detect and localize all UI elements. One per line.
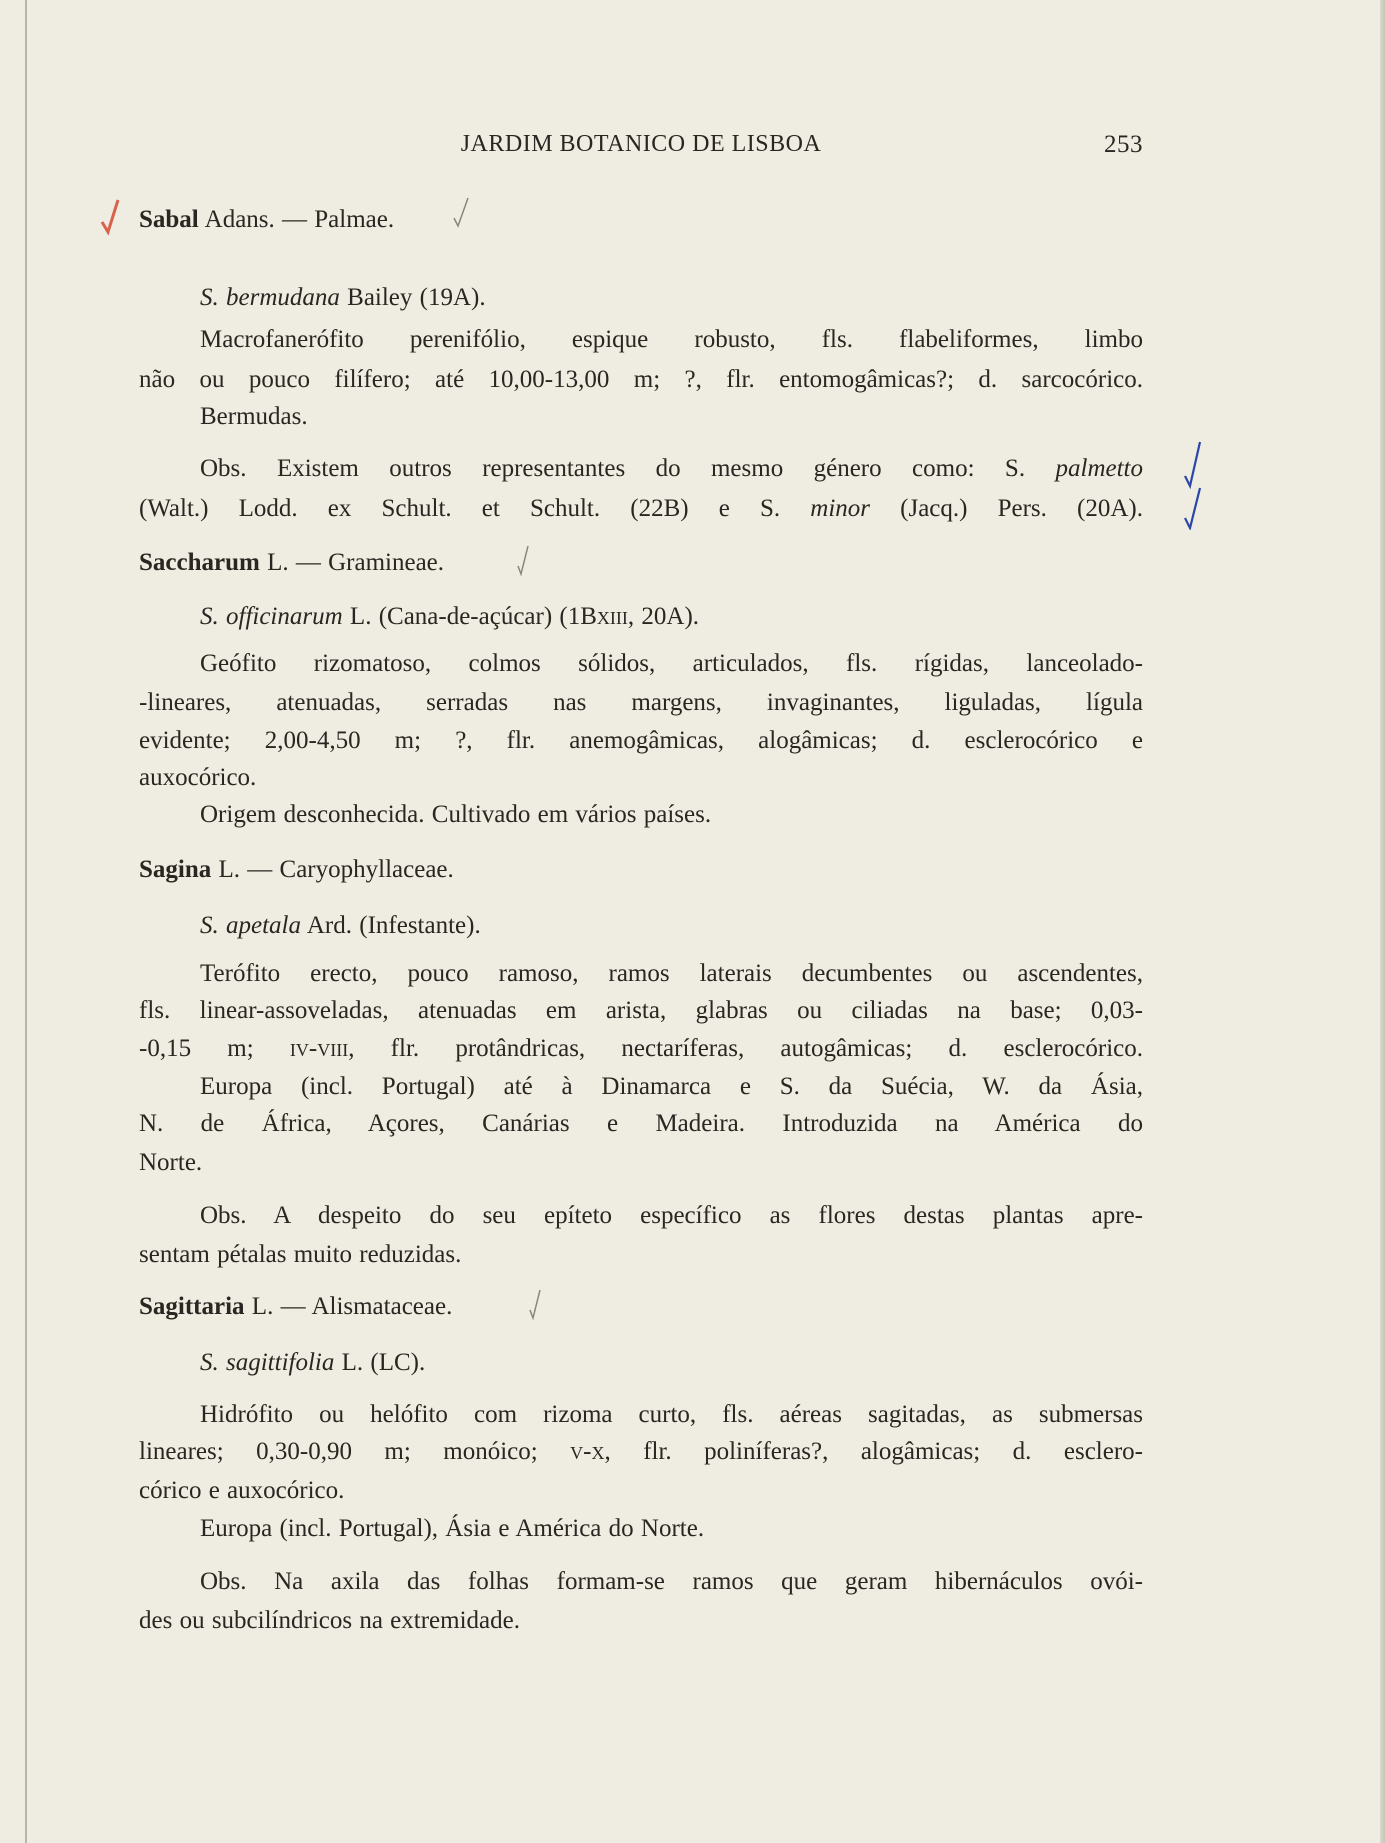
text-segment: Europa (incl. Portugal) até à Dinamarca e S. da Suécia, W. da Ásia,: [200, 1073, 1143, 1100]
text-segment: Bailey (19A).: [339, 284, 486, 311]
text-segment: evidente; 2,00-4,50 m; ?, flr. anemogâmicas, alogâmicas; d. esclerocórico e: [139, 727, 1143, 754]
text-segment: L. — Caryophyllaceae.: [211, 856, 454, 883]
text-segment: -lineares, atenuadas, serradas nas margens, invaginantes, liguladas, lígula: [139, 689, 1143, 716]
text-line: [200, 324, 1143, 356]
page-edge-right: [1380, 0, 1385, 1843]
text-segment: Obs. A despeito do seu epíteto específico as flores destas plantas apre-: [200, 1202, 1143, 1229]
text-line: [139, 762, 1143, 794]
text-segment: Macrofanerófito perenifólio, espique robusto, fls. flabeliformes, limbo: [200, 326, 1143, 353]
text-segment: (Walt.) Lodd. ex Schult. et Schult. (22B) e S.: [139, 495, 811, 522]
text-segment: L. — Alismataceae.: [244, 1293, 453, 1320]
genus-name: Sagina: [139, 856, 212, 883]
text-segment: Europa (incl. Portugal), Ásia e América do Norte.: [200, 1515, 705, 1542]
text-line: [200, 401, 1143, 433]
text-line: [200, 1399, 1143, 1431]
text-line: [139, 364, 1143, 396]
text-segment: córico e auxocórico.: [139, 1477, 345, 1504]
genus-name: Sabal: [139, 206, 199, 233]
text-segment: auxocórico.: [139, 764, 257, 791]
text-line: [200, 648, 1143, 680]
species-name: S. officinarum: [200, 603, 343, 630]
blue-check-mark-icon: [1182, 440, 1206, 490]
species-name: palmetto: [1055, 455, 1143, 482]
text-line: [139, 1436, 1143, 1468]
genus-heading: [139, 1291, 1143, 1323]
text-line: [139, 687, 1143, 719]
text-line: [200, 1513, 1143, 1545]
text-segment: Norte.: [139, 1149, 203, 1176]
text-line: [200, 1200, 1143, 1232]
genus-name: Saccharum: [139, 549, 260, 576]
text-segment: lineares; 0,30-0,90 m; monóico;: [139, 1438, 571, 1465]
genus-name: Sagittaria: [139, 1293, 245, 1320]
text-line: [200, 1071, 1143, 1103]
running-header: [139, 131, 1143, 165]
text-segment: Bermudas.: [200, 403, 308, 430]
genus-heading: [139, 854, 1143, 886]
text-line: [139, 1605, 1143, 1637]
text-line: [139, 493, 1143, 525]
text-segment: , flr. poliníferas?, alogâmicas; d. esclero-: [604, 1438, 1143, 1465]
text-segment: Ard. (Infestante).: [301, 912, 481, 939]
red-check-mark-icon: [98, 196, 128, 236]
text-line: [139, 1033, 1143, 1065]
text-segment: sentam pétalas muito reduzidas.: [139, 1241, 462, 1268]
pencil-check-mark-icon: [452, 196, 472, 230]
pencil-check-mark-icon: [516, 544, 532, 578]
text-line: [200, 282, 1143, 314]
species-name: minor: [810, 495, 870, 522]
text-line: [200, 910, 1143, 942]
text-line: [139, 1475, 1143, 1507]
species-name: S. sagittifolia: [200, 1349, 335, 1376]
text-segment: L. (LC).: [334, 1349, 426, 1376]
text-segment: Hidrófito ou helófito com rizoma curto, fls. aéreas sagitadas, as submersas: [200, 1401, 1143, 1428]
species-name: S. bermudana: [200, 284, 340, 311]
text-segment: não ou pouco filífero; até 10,00-13,00 m; ?, flr. entomogâmicas?; d. sarcocórico.: [139, 366, 1143, 393]
text-line: [200, 799, 1143, 831]
text-segment: -0,15 m;: [139, 1035, 290, 1062]
genus-heading: [139, 204, 1143, 236]
text-segment: N. de África, Açores, Canárias e Madeira. Introduzida na América do: [139, 1110, 1143, 1137]
running-title: JARDIM BOTANICO DE LISBOA: [460, 131, 822, 157]
text-segment: , 20A).: [627, 603, 700, 630]
text-segment: v-x: [570, 1438, 605, 1465]
blue-check-mark-icon: [1182, 486, 1206, 530]
text-segment: Adans. — Palmae.: [198, 206, 395, 233]
text-line: [200, 1347, 1143, 1379]
text-segment: Origem desconhecida. Cultivado em vários países.: [200, 801, 712, 828]
text-segment: L. — Gramineae.: [259, 549, 445, 576]
text-line: [200, 958, 1143, 990]
page-number: 253: [1104, 131, 1143, 158]
text-line: [139, 725, 1143, 757]
text-line: [139, 1147, 1143, 1179]
text-segment: Obs. Na axila das folhas formam-se ramos que geram hibernáculos ovói-: [200, 1568, 1143, 1595]
text-segment: (Jacq.) Pers. (20A).: [870, 495, 1143, 522]
text-line: [200, 601, 1143, 633]
pencil-check-mark-icon: [528, 1288, 544, 1322]
text-segment: iv-viii: [289, 1035, 349, 1062]
text-segment: fls. linear-assoveladas, atenuadas em arista, glabras ou ciliadas na base; 0,03-: [139, 997, 1143, 1024]
text-line: [200, 1566, 1143, 1598]
text-segment: Geófito rizomatoso, colmos sólidos, articulados, fls. rígidas, lanceolado-: [200, 650, 1143, 677]
text-line: [200, 453, 1143, 485]
text-line: [139, 1108, 1143, 1140]
species-name: S. apetala: [200, 912, 301, 939]
genus-heading: [139, 547, 1143, 579]
text-segment: des ou subcilíndricos na extremidade.: [139, 1607, 520, 1634]
text-line: [139, 1239, 1143, 1271]
text-segment: Terófito erecto, pouco ramoso, ramos laterais decumbentes ou ascendentes,: [200, 960, 1143, 987]
text-segment: L. (Cana-de-açúcar) (1B: [342, 603, 597, 630]
text-segment: , flr. protândricas, nectaríferas, autogâmicas; d. esclerocórico.: [348, 1035, 1143, 1062]
text-segment: xiii: [596, 603, 628, 630]
text-line: [139, 995, 1143, 1027]
page-edge-left: [25, 0, 27, 1843]
text-segment: Obs. Existem outros representantes do mesmo género como: S.: [200, 455, 1056, 482]
